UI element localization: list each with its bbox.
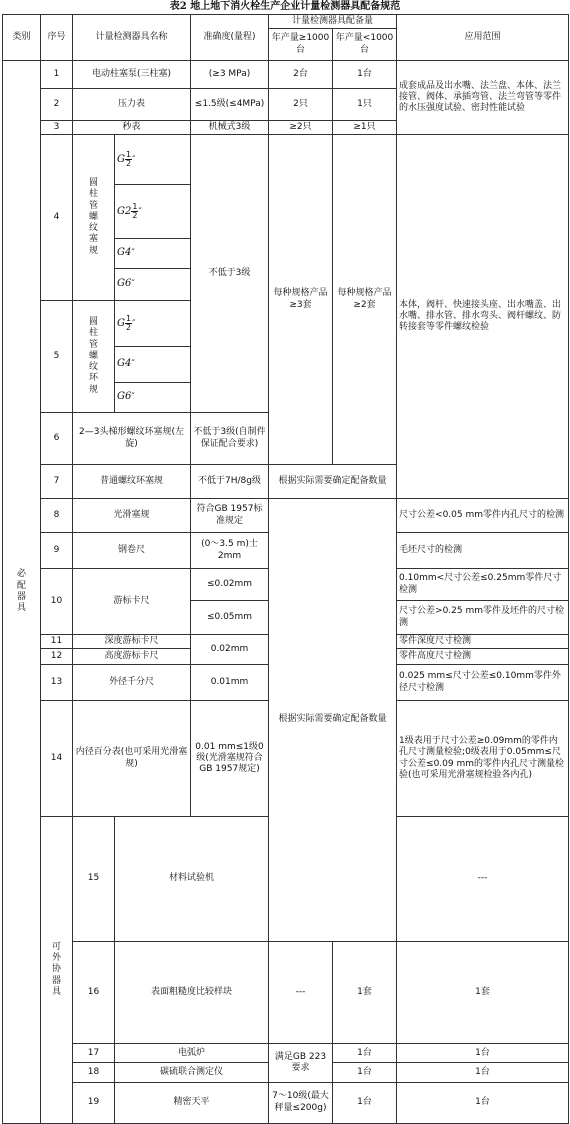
header-config-b: 年产量<1000台 <box>333 29 397 61</box>
header-scope: 应用范围 <box>397 15 569 61</box>
header-instrument: 计量检测器具名称 <box>73 15 191 61</box>
acc-17-18: 满足GB 223要求 <box>269 1044 333 1083</box>
row9-name: 钢卷尺 <box>73 533 191 569</box>
header-config-group: 计量检测器具配备量 <box>269 15 397 29</box>
row19-no: 19 <box>73 1082 115 1123</box>
row8-name: 光滑塞规 <box>73 499 191 533</box>
row1-name: 电动柱塞泵(三柱塞) <box>73 61 191 89</box>
row2-no: 2 <box>41 89 73 121</box>
row19-b: 1台 <box>397 1082 569 1123</box>
header-no: 序号 <box>41 15 73 61</box>
config-table <box>2 14 569 1124</box>
row11-no: 11 <box>41 635 73 649</box>
row11-name: 深度游标卡尺 <box>73 635 191 649</box>
cfg-8-14: 根据实际需要确定配备数量 <box>269 499 397 942</box>
row13-acc: 0.01mm <box>191 665 269 701</box>
row16-b: 1套 <box>397 941 569 1043</box>
row8-acc: 符合GB 1957标准规定 <box>191 499 269 533</box>
row8-scope: 尺寸公差<0.05 mm零件内孔尺寸的检测 <box>397 499 569 533</box>
row6-acc: 不低于3级(自制件保证配合要求) <box>191 413 269 465</box>
row15-no: 15 <box>73 817 115 942</box>
row17-b: 1台 <box>397 1044 569 1063</box>
row1-acc: (≥3 MPa) <box>191 61 269 89</box>
row10-acc-b: ≤0.05mm <box>191 601 269 635</box>
row1-b: 1台 <box>333 61 397 89</box>
row10-scope-a: 0.10mm<尺寸公差≤0.25mm零件尺寸检测 <box>397 569 569 601</box>
row9-scope: 毛坯尺寸的检测 <box>397 533 569 569</box>
row16-no: 16 <box>73 941 115 1043</box>
thread-g2-1-2: G2 $\frac{1}{2}$ ″ <box>115 185 191 239</box>
header-category: 类别 <box>3 15 41 61</box>
scope-4-7: 本体，阀杆、快速接头座、出水嘴盖、出水嘴、排水管、排水弯头、阀杆螺纹、防转接套等零件螺纹检验 <box>397 135 569 499</box>
row10-scope-b: 尺寸公差>0.25 mm零件及坯件的尺寸检测 <box>397 601 569 635</box>
row7-acc: 不低于7H/8g级 <box>191 465 269 499</box>
row4-type: 圆柱管螺纹塞规 <box>73 135 115 301</box>
row16-acc: --- <box>269 941 333 1043</box>
row13-name: 外径千分尺 <box>73 665 191 701</box>
thread-g6-ring: G6″ <box>115 383 191 413</box>
row19-acc: 7～10级(最大秤量≤200g) <box>269 1082 333 1123</box>
row13-no: 13 <box>41 665 73 701</box>
row2-acc: ≤1.5级(≤4MPa) <box>191 89 269 121</box>
row14-name: 内径百分表(也可采用光滑塞规) <box>73 701 191 817</box>
row3-no: 3 <box>41 121 73 135</box>
row16-name: 表面粗糙度比较样块 <box>115 941 269 1043</box>
row7-name: 普通螺纹环塞规 <box>73 465 191 499</box>
row18-b: 1台 <box>397 1063 569 1082</box>
thread-g1-2-ring: G $\frac{1}{2}$ ″ <box>115 301 191 347</box>
row17-no: 17 <box>73 1044 115 1063</box>
cfg-4-5-b: 每种规格产品≥2套 <box>333 135 397 465</box>
row7-no: 7 <box>41 465 73 499</box>
row15-acc: --- <box>397 817 569 942</box>
row2-b: 1只 <box>333 89 397 121</box>
row15-name: 材料试验机 <box>115 817 269 942</box>
row17-a: 1台 <box>333 1044 397 1063</box>
row1-a: 2台 <box>269 61 333 89</box>
row9-acc: (0～3.5 m)士2mm <box>191 533 269 569</box>
row1-no: 1 <box>41 61 73 89</box>
row2-a: 2只 <box>269 89 333 121</box>
row14-acc: 0.01 mm≤1级0级(光滑塞规符合GB 1957规定) <box>191 701 269 817</box>
row11-scope: 零件深度尺寸检测 <box>397 635 569 649</box>
row10-name: 游标卡尺 <box>73 569 191 635</box>
row18-name: 碳硫联合测定仪 <box>115 1063 269 1082</box>
row19-name: 精密天平 <box>115 1082 269 1123</box>
row3-a: ≥2只 <box>269 121 333 135</box>
row14-no: 14 <box>41 701 73 817</box>
row13-scope: 0.025 mm≤尺寸公差≤0.10mm零件外径尺寸检测 <box>397 665 569 701</box>
row6-name: 2—3头梯形螺纹环塞规(左旋) <box>73 413 191 465</box>
row16-a: 1套 <box>333 941 397 1043</box>
row5-no: 5 <box>41 301 73 413</box>
row6-no: 6 <box>41 413 73 465</box>
thread-g6-plug: G6″ <box>115 269 191 301</box>
category-required: 必配器具 <box>3 61 41 1124</box>
thread-g4-ring: G4″ <box>115 347 191 383</box>
header-config-a: 年产量≥1000台 <box>269 29 333 61</box>
row8-no: 8 <box>41 499 73 533</box>
row18-a: 1台 <box>333 1063 397 1082</box>
row3-b: ≥1只 <box>333 121 397 135</box>
row3-name: 秒表 <box>73 121 191 135</box>
thread-g1-2: G $\frac{1}{2}$ ″ <box>115 135 191 185</box>
row10-acc-a: ≤0.02mm <box>191 569 269 601</box>
acc-11-12: 0.02mm <box>191 635 269 665</box>
row12-scope: 零件高度尺寸检测 <box>397 649 569 665</box>
row12-no: 12 <box>41 649 73 665</box>
row14-scope: 1级表用于尺寸公差≥0.09mm的零件内孔尺寸测量检验;0级表用于0.05mm≤尺寸公差≤0.09 mm的零件内孔尺寸测量检验(也可采用光滑塞规检验各内孔) <box>397 701 569 817</box>
table-title: 表2 地上地下消火栓生产企业计量检测器具配备规范 <box>169 1 401 12</box>
row4-no: 4 <box>41 135 73 301</box>
row9-no: 9 <box>41 533 73 569</box>
row7-cfg: 根据实际需要确定配备数量 <box>269 465 397 499</box>
cfg-4-5-a: 每种规格产品≥3套 <box>269 135 333 465</box>
row19-a: 1台 <box>333 1082 397 1123</box>
row17-name: 电弧炉 <box>115 1044 269 1063</box>
scope-1-3: 成套成品及出水嘴、法兰盘、本体、法兰接管、阀体、承插弯管、法兰弯管等零件的水压强度试验、密封性能试验 <box>397 61 569 135</box>
header-accuracy: 准确度(量程) <box>191 15 269 61</box>
row12-name: 高度游标卡尺 <box>73 649 191 665</box>
row10-no: 10 <box>41 569 73 635</box>
row3-acc: 机械式3级 <box>191 121 269 135</box>
category-optional: 可外协器具 <box>41 817 73 1124</box>
row5-type: 圆柱管螺纹环规 <box>73 301 115 413</box>
row2-name: 压力表 <box>73 89 191 121</box>
thread-g4-plug: G4″ <box>115 239 191 269</box>
row18-no: 18 <box>73 1063 115 1082</box>
acc-4-5: 不低于3级 <box>191 135 269 413</box>
